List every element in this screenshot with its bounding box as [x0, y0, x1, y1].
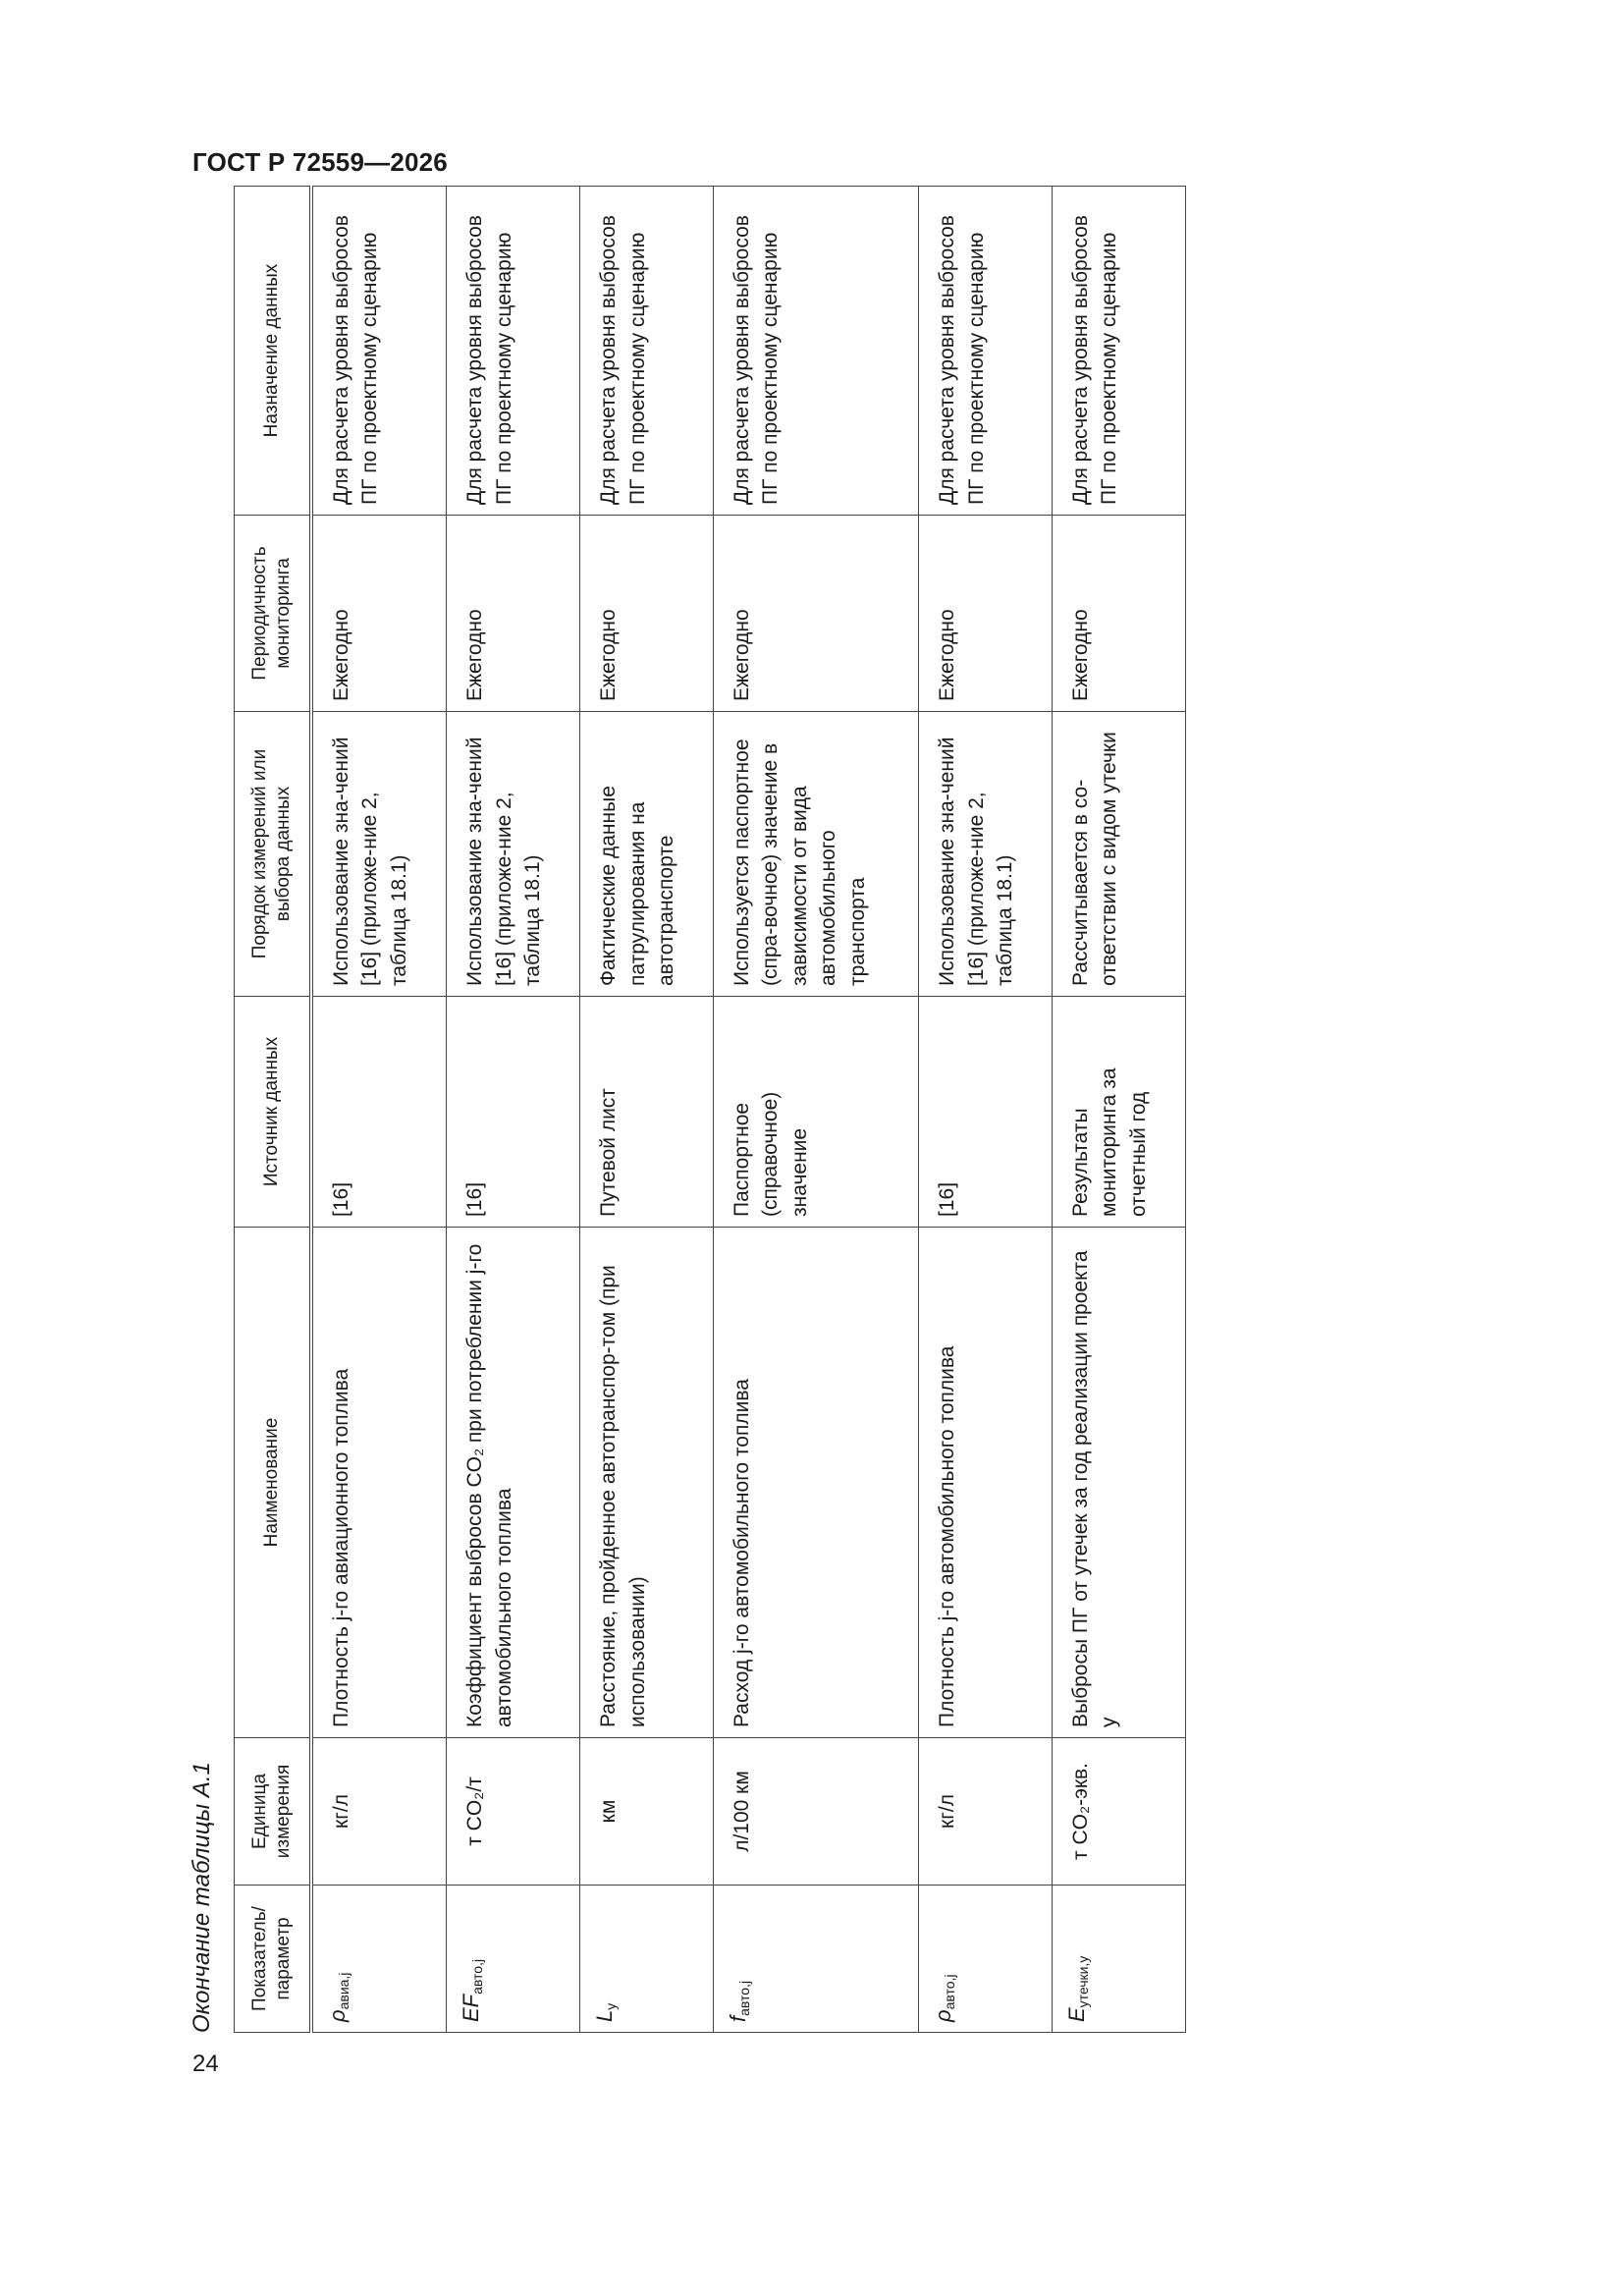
rotated-table-area [177, 137, 1600, 2062]
source-cell: [16] [919, 997, 1053, 1228]
periodicity-cell: Ежегодно [311, 516, 447, 712]
table-caption: Окончание таблицы А.1 [189, 1762, 215, 2033]
header-name: Наименование [235, 1228, 312, 1738]
purpose-cell: Для расчета уровня выбросов ПГ по проектному сценарию [311, 187, 447, 516]
purpose-cell: Для расчета уровня выбросов ПГ по проектному сценарию [714, 187, 919, 516]
table-row [714, 187, 919, 2033]
name-cell: Выбросы ПГ от утечек за год реализации проекта y [1053, 1228, 1186, 1738]
source-cell: [16] [447, 997, 580, 1228]
header-procedure: Порядок измерений или выбора данных [235, 712, 312, 997]
page-number: 24 [192, 2050, 219, 2077]
parameter-symbol: $\rho_{авто,j}$ [919, 1886, 1053, 2033]
source-cell: Паспортное (справочное) значение [714, 997, 919, 1228]
name-cell: Коэффициент выбросов CO₂ при потреблении j-го автомобильного топлива [447, 1228, 580, 1738]
periodicity-cell: Ежегодно [714, 516, 919, 712]
header-periodicity: Периодичность мониторинга [235, 516, 312, 712]
header-purpose: Назначение данных [235, 187, 312, 516]
unit-cell: л/100 км [714, 1738, 919, 1886]
periodicity-cell: Ежегодно [580, 516, 714, 712]
parameter-symbol: $EF_{авто,j}$ [447, 1886, 580, 2033]
procedure-cell: Используется паспортное (спра-вочное) значение в зависимости от вида автомобильного транспорта [714, 712, 919, 997]
table-row [311, 187, 447, 2033]
header-unit: Единица измерения [235, 1738, 312, 1886]
periodicity-cell: Ежегодно [919, 516, 1053, 712]
source-cell: [16] [311, 997, 447, 1228]
header-parameter: Показатель/ параметр [235, 1886, 312, 2033]
purpose-cell: Для расчета уровня выбросов ПГ по проектному сценарию [1053, 187, 1186, 516]
procedure-cell: Использование зна-чений [16] (приложе-ние 2, таблица 18.1) [447, 712, 580, 997]
unit-cell: т CO₂-экв. [1053, 1738, 1186, 1886]
periodicity-cell: Ежегодно [447, 516, 580, 712]
unit-cell: км [580, 1738, 714, 1886]
table-row [919, 187, 1053, 2033]
table-row [1053, 187, 1186, 2033]
parameters-table [234, 186, 1186, 2033]
periodicity-cell: Ежегодно [1053, 516, 1186, 712]
parameter-symbol: $\rho_{авиа,j}$ [311, 1886, 447, 2033]
unit-cell: кг/л [919, 1738, 1053, 1886]
source-cell: Путевой лист [580, 997, 714, 1228]
procedure-cell: Использование зна-чений [16] (приложе-ние 2, таблица 18.1) [311, 712, 447, 997]
table-header-row [235, 187, 312, 2033]
parameter-symbol: $L_y$ [580, 1886, 714, 2033]
unit-cell: кг/л [311, 1738, 447, 1886]
name-cell: Плотность j-го авиационного топлива [311, 1228, 447, 1738]
purpose-cell: Для расчета уровня выбросов ПГ по проектному сценарию [447, 187, 580, 516]
table-row [447, 187, 580, 2033]
procedure-cell: Фактические данные патрулирования на автотранспорте [580, 712, 714, 997]
unit-cell: т CO₂/т [447, 1738, 580, 1886]
purpose-cell: Для расчета уровня выбросов ПГ по проектному сценарию [919, 187, 1053, 516]
purpose-cell: Для расчета уровня выбросов ПГ по проектному сценарию [580, 187, 714, 516]
header-source: Источник данных [235, 997, 312, 1228]
name-cell: Расстояние, пройденное автотранспор-том (при использовании) [580, 1228, 714, 1738]
parameter-symbol: $E_{утечки,y}$ [1053, 1886, 1186, 2033]
document-title: ГОСТ Р 72559—2026 [192, 147, 448, 177]
name-cell: Плотность j-го автомобильного топлива [919, 1228, 1053, 1738]
procedure-cell: Использование зна-чений [16] (приложе-ние 2, таблица 18.1) [919, 712, 1053, 997]
parameter-symbol: $f_{авто,j}$ [714, 1886, 919, 2033]
procedure-cell: Рассчитывается в со-ответствии с видом утечки [1053, 712, 1186, 997]
name-cell: Расход j-го автомобильного топлива [714, 1228, 919, 1738]
table-row [580, 187, 714, 2033]
source-cell: Результаты мониторинга за отчетный год [1053, 997, 1186, 1228]
